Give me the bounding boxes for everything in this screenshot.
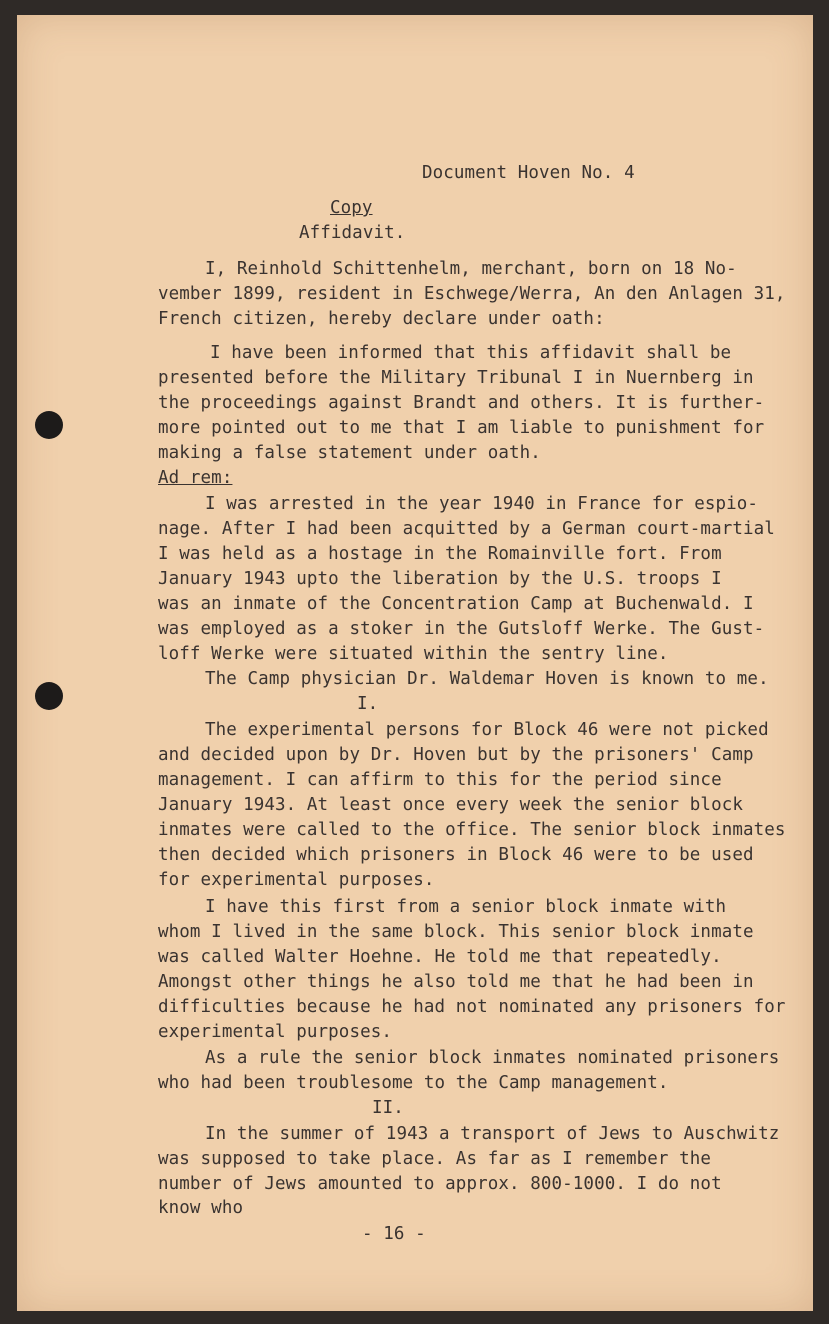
body-line: management. I can affirm to this for the period since [158, 770, 722, 790]
affidavit-heading: Affidavit. [299, 223, 406, 243]
body-line: for experimental purposes. [158, 870, 435, 890]
body-line: loff Werke were situated within the sentry line. [158, 644, 669, 664]
punch-hole [35, 411, 63, 439]
body-line: I have this first from a senior block inmate with [205, 897, 727, 917]
body-line: January 1943 upto the liberation by the U.S. troops I [158, 569, 722, 589]
body-line: and decided upon by Dr. Hoven but by the prisoners' Camp [158, 745, 754, 765]
body-line: difficulties because he had not nominated any prisoners for [158, 997, 786, 1017]
notice-line: presented before the Military Tribunal I in Nuernberg in [158, 368, 754, 388]
body-line: inmates were called to the office. The senior block inmates [158, 820, 786, 840]
body-line: was called Walter Hoehne. He told me that repeatedly. [158, 947, 722, 967]
intro-line: vember 1899, resident in Eschwege/Werra, An den Anlagen 31, [158, 284, 786, 304]
body-line: The Camp physician Dr. Waldemar Hoven is known to me. [205, 669, 769, 689]
body-line: was employed as a stoker in the Gutsloff Werke. The Gust- [158, 619, 765, 639]
ad-rem-label: Ad rem: [158, 468, 233, 488]
page-number: - 16 - [362, 1224, 426, 1244]
body-line: nage. After I had been acquitted by a German court-martial [158, 519, 775, 539]
copy-label: Copy [330, 198, 373, 218]
document-reference: Document Hoven No. 4 [422, 163, 635, 183]
body-line: The experimental persons for Block 46 were not picked [205, 720, 769, 740]
intro-line: French citizen, hereby declare under oath: [158, 309, 605, 329]
body-line: I was held as a hostage in the Romainville fort. From [158, 544, 722, 564]
body-line: I was arrested in the year 1940 in France for espio- [205, 494, 759, 514]
section-heading: II. [372, 1098, 404, 1118]
body-line: As a rule the senior block inmates nominated prisoners [205, 1048, 780, 1068]
section-heading: I. [357, 694, 379, 714]
body-line: number of Jews amounted to approx. 800-1000. I do not [158, 1174, 722, 1194]
body-line: January 1943. At least once every week the senior block [158, 795, 743, 815]
intro-line: I, Reinhold Schittenhelm, merchant, born on 18 No- [205, 259, 737, 279]
body-line: know who [158, 1198, 244, 1218]
body-line: was an inmate of the Concentration Camp at Buchenwald. I [158, 594, 754, 614]
body-line: experimental purposes. [158, 1022, 392, 1042]
notice-line: more pointed out to me that I am liable to punishment for [158, 418, 765, 438]
body-line: whom I lived in the same block. This senior block inmate [158, 922, 754, 942]
punch-hole [35, 682, 63, 710]
notice-line: the proceedings against Brandt and others. It is further- [158, 393, 765, 413]
body-line: was supposed to take place. As far as I remember the [158, 1149, 712, 1169]
notice-line: I have been informed that this affidavit shall be [210, 343, 732, 363]
body-line: then decided which prisoners in Block 46 were to be used [158, 845, 754, 865]
body-line: In the summer of 1943 a transport of Jews to Auschwitz [205, 1124, 780, 1144]
body-line: who had been troublesome to the Camp management. [158, 1073, 669, 1093]
notice-line: making a false statement under oath. [158, 443, 541, 463]
body-line: Amongst other things he also told me that he had been in [158, 972, 754, 992]
